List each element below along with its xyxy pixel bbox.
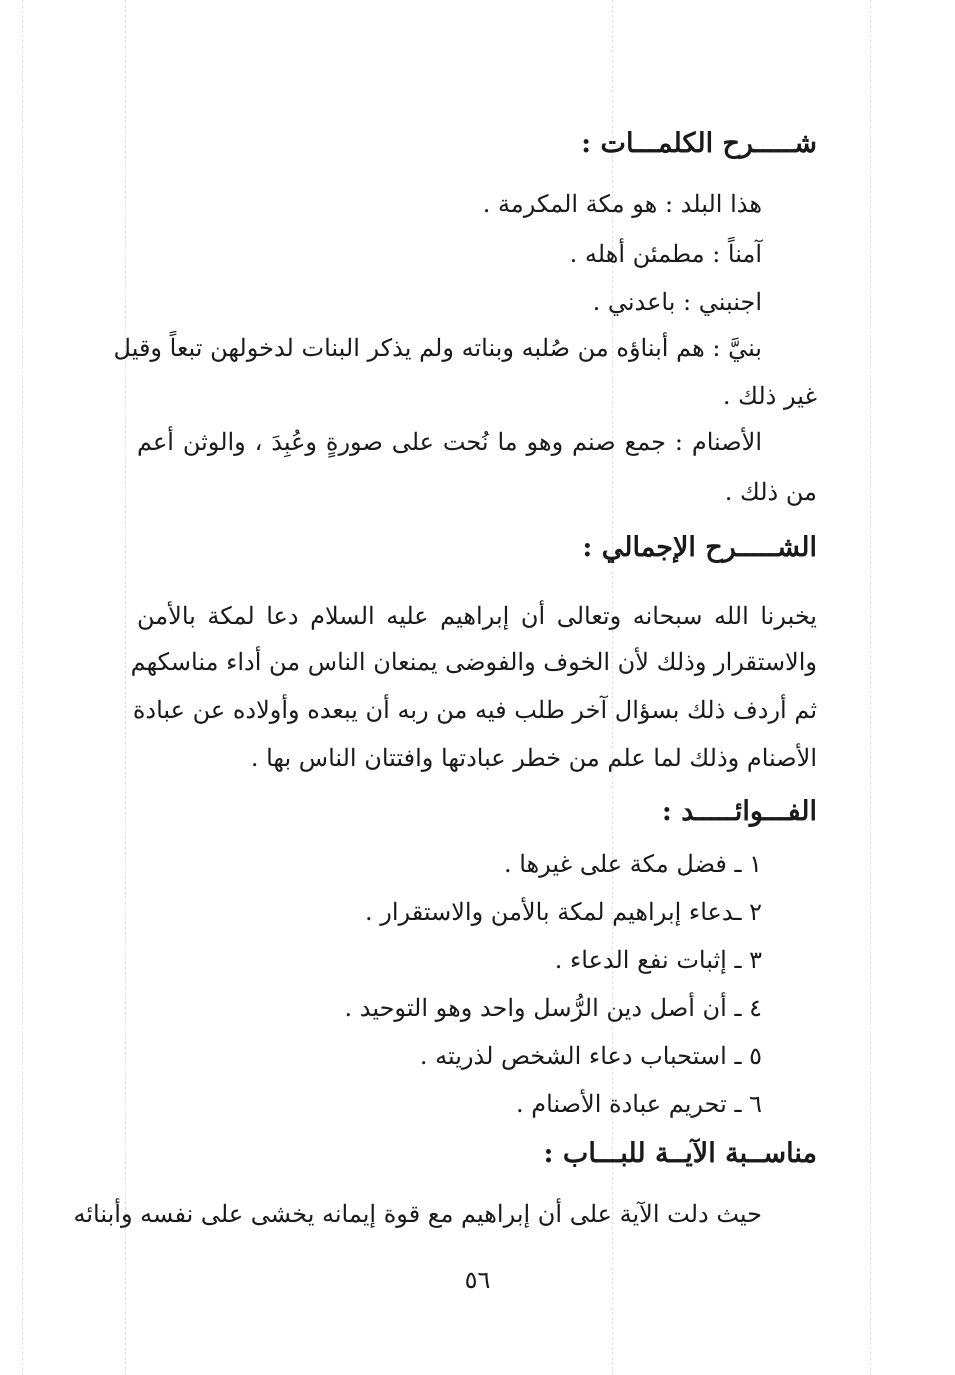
benefits-heading: الفـــوائـــــد : (661, 796, 817, 827)
benefit-item: ٢ ـدعاء إبراهيم لمكة بالأمن والاستقرار . (364, 898, 762, 926)
summary-heading: الشـــــرح الإجمالي : (582, 532, 817, 563)
benefit-item: ٤ ـ أن أصل دين الرُّسل واحد وهو التوحيد . (344, 994, 762, 1022)
relevance-heading: مناســبة الآيــة للبـــاب : (543, 1138, 817, 1169)
summary-line: الأصنام وذلك لما علم من خطر عبادتها وافتتان الناس بها . (250, 744, 817, 772)
vocab-line: من ذلك . (724, 478, 817, 506)
scan-artifact-line (22, 0, 23, 1375)
scan-artifact-line (870, 0, 871, 1375)
vocab-line: غير ذلك . (722, 382, 817, 410)
summary-line: يخبرنا الله سبحانه وتعالى أن إبراهيم عليه السلام دعا لمكة بالأمن (137, 602, 817, 630)
vocab-line: الأصنام : جمع صنم وهو ما نُحت على صورةٍ وعُبِدَ ، والوثن أعم (137, 428, 762, 456)
summary-line: والاستقرار وذلك لأن الخوف والفوضى يمنعان الناس من أداء مناسكهم (130, 648, 817, 676)
scan-artifact-line (125, 0, 126, 1375)
benefit-item: ٥ ـ استحباب دعاء الشخص لذريته . (419, 1042, 762, 1070)
page-number: ٥٦ (464, 1266, 491, 1294)
benefit-item: ٣ ـ إثبات نفع الدعاء . (554, 946, 762, 974)
summary-line: ثم أردف ذلك بسؤال آخر طلب فيه من ربه أن يبعده وأولاده عن عبادة (132, 696, 817, 724)
relevance-line: حيث دلت الآية على أن إبراهيم مع قوة إيمانه يخشى على نفسه وأبنائه (73, 1200, 762, 1228)
benefit-item: ١ ـ فضل مكة على غيرها . (503, 850, 762, 878)
vocab-line: اجنبني : باعدني . (592, 288, 762, 316)
vocab-line: هذا البلد : هو مكة المكرمة . (482, 190, 762, 218)
vocab-heading: شـــــرح الكلمـــات : (581, 128, 817, 159)
benefit-item: ٦ ـ تحريم عبادة الأصنام . (515, 1090, 762, 1118)
vocab-line: بنيَّ : هم أبناؤه من صُلبه وبناته ولم يذكر البنات لدخولهن تبعاً وقيل (113, 334, 762, 362)
vocab-line: آمناً : مطمئن أهله . (569, 240, 762, 268)
